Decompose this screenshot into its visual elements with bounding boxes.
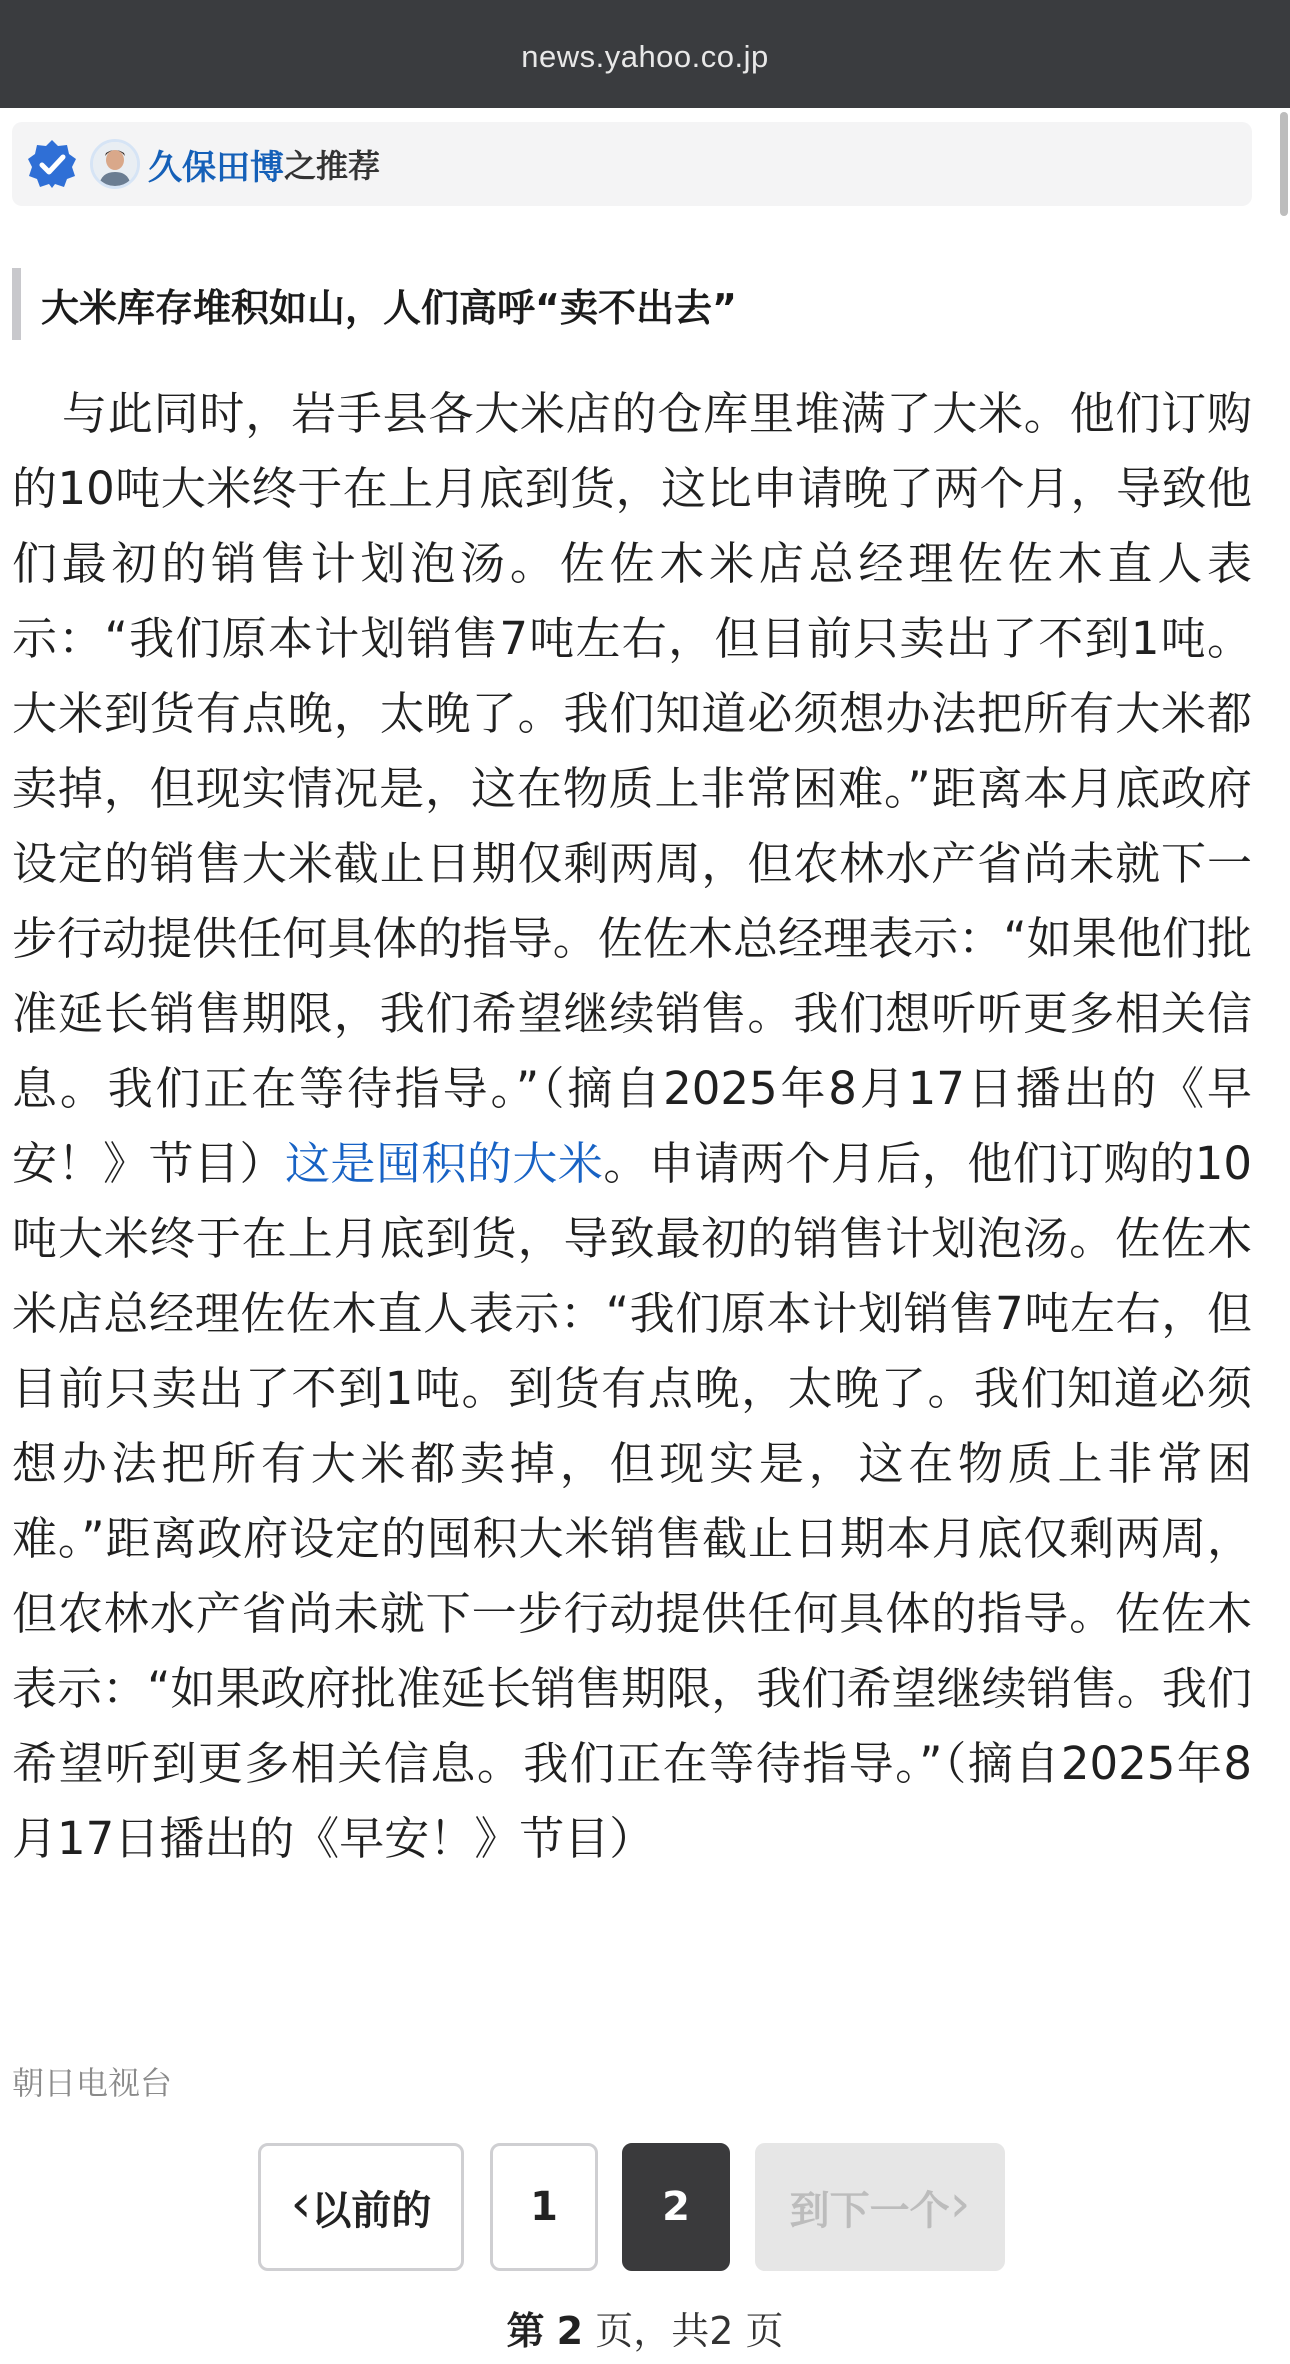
browser-address-bar[interactable] xyxy=(0,0,1290,108)
previous-label: 以前的 xyxy=(311,2187,432,2234)
next-page-button-disabled[interactable] xyxy=(755,2143,1005,2271)
page-indicator xyxy=(0,2300,1290,2355)
page-info-current: 2 xyxy=(556,2309,584,2353)
recommendation-bar[interactable] xyxy=(12,122,1252,206)
section-heading xyxy=(12,268,1261,340)
verified-badge-icon xyxy=(26,138,78,190)
page-info-suffix: 页，共2 页 xyxy=(595,2309,784,2353)
scrollbar-thumb[interactable] xyxy=(1280,112,1288,216)
recommender-name[interactable]: 久保田博 xyxy=(148,147,284,188)
article-source: 朝日电视台 xyxy=(12,2064,173,2102)
page-1-label: 1 xyxy=(530,2184,558,2230)
avatar-portrait-icon xyxy=(93,142,137,186)
next-label: 到下一个 xyxy=(789,2187,950,2234)
chevron-left-icon: ‹ xyxy=(290,2174,312,2234)
article-text-part1: 与此同时，岩手县各大米店的仓库里堆满了大米。他们订购的10吨大米终于在上月底到货，这比申请晚了两个月，导致他们最初的销售计划泡汤。佐佐木米店总经理佐佐木直人表示：“我们原本计划销售7吨左右，但目前只卖出了不到1吨。大米到货有点晚，太晚了。我们知道必须想办法把所有大米都卖掉，但现实情况是，这在物质上非常困难。”距离本月底政府设定的销售大米截止日期仅剩两周，但农林水产省尚未就下一步行动提供任何具体的指导。佐佐木总经理表示：“如果他们批准延长销售期限，我们希望继续销售。我们想听听更多相关信息。我们正在等待指导。”（摘自2025年8月17日播出的《早安！》节目） xyxy=(12,387,1252,1190)
page-2-button-current[interactable] xyxy=(622,2143,730,2271)
page-2-label: 2 xyxy=(662,2184,690,2230)
article-text-part2: 。申请两个月后，他们订购的10吨大米终于在上月底到货，导致最初的销售计划泡汤。佐佐木米店总经理佐佐木直人表示：“我们原本计划销售7吨左右，但目前只卖出了不到1吨。到货有点晚，太晚了。我们知道必须想办法把所有大米都卖掉，但现实是，这在物质上非常困难。”距离政府设定的囤积大米销售截止日期本月底仅剩两周，但农林水产省尚未就下一步行动提供任何具体的指导。佐佐木表示：“如果政府批准延长销售期限，我们希望继续销售。我们希望听到更多相关信息。我们正在等待指导。”（摘自2025年8月17日播出的《早安！》节目） xyxy=(12,1137,1252,1865)
heading-text: 大米库存堆积如山，人们高呼“卖不出去” xyxy=(41,285,737,330)
hoarded-rice-link[interactable]: 这是囤积的大米 xyxy=(284,1137,604,1190)
page-info-prefix: 第 xyxy=(506,2309,545,2353)
previous-page-button[interactable] xyxy=(258,2143,464,2271)
url-text[interactable]: news.yahoo.co.jp xyxy=(521,39,769,74)
recommend-suffix: 之推荐 xyxy=(284,147,381,185)
chevron-right-icon: › xyxy=(949,2174,971,2234)
avatar[interactable] xyxy=(90,139,140,189)
page-1-button[interactable] xyxy=(490,2143,598,2271)
article-body xyxy=(12,376,1252,1876)
